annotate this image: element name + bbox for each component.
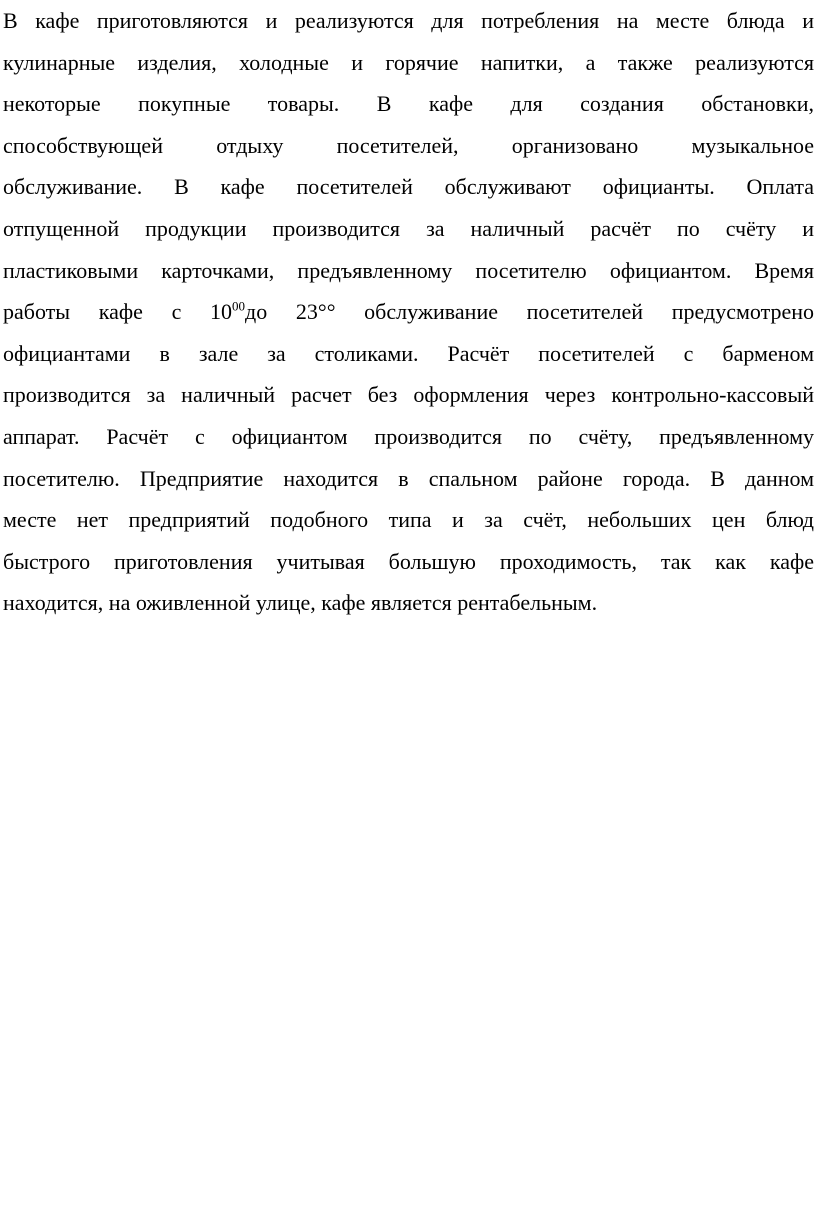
cafe-description-paragraph [3,0,814,624]
working-hours-line [3,291,814,333]
text-line: обслуживание. В кафе посетителей обслуживают официанты. Оплата [3,174,814,200]
text-line: В кафе приготовляются и реализуются для потребления на месте блюда и [3,8,814,33]
text-line: посетителю. Предприятие находится в спальном районе города. В данном [3,465,814,491]
text-line: аппарат. Расчёт с официантом производится по счёту, предъявленному [3,423,814,449]
text-line: отпущенной продукции производится за наличный расчёт по счёту и [3,215,814,241]
text-line-last: находится, на оживленной улице, кафе является рентабельным. [3,590,598,616]
text-line: способствующей отдыху посетителей, организовано музыкальное [3,132,814,158]
text-line: кулинарные изделия, холодные и горячие напитки, а также реализуются [3,49,814,75]
text-line: производится за наличный расчет без оформления через контрольно-кассовый [3,382,814,408]
text-line: пластиковыми карточками, предъявленному посетителю официантом. Время [3,257,814,283]
opening-time-superscript: 00 [232,298,246,314]
text-line: быстрого приготовления учитывая большую проходимость, так как кафе [3,548,814,574]
text-line: некоторые покупные товары. В кафе для создания обстановки, [3,91,814,117]
text-line: официантами в зале за столиками. Расчёт посетителей с барменом [3,340,814,366]
text-line: месте нет предприятий подобного типа и за счёт, небольших цен блюд [3,507,814,533]
hours-prefix: работы кафе с 10 [3,299,233,325]
hours-middle: до 23°° обслуживание посетителей предусмотрено [245,299,814,325]
